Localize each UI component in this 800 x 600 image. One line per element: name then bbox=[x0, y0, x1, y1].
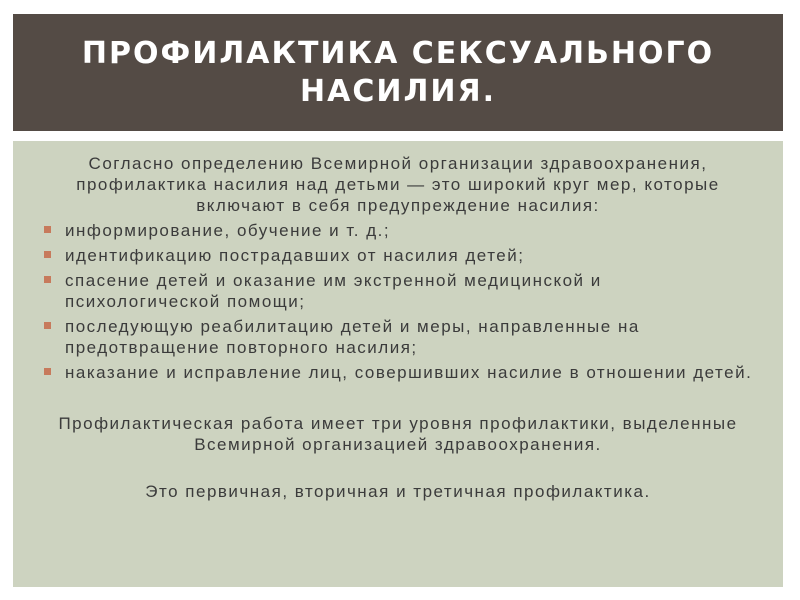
bullet-list bbox=[41, 220, 755, 383]
square-bullet-icon bbox=[44, 251, 51, 258]
content-area bbox=[13, 141, 783, 587]
bullet-item bbox=[41, 270, 755, 312]
square-bullet-icon bbox=[44, 322, 51, 329]
bullet-item bbox=[41, 220, 755, 241]
bullet-item bbox=[41, 245, 755, 266]
square-bullet-icon bbox=[44, 226, 51, 233]
bullet-text: идентификацию пострадавших от насилия детей; bbox=[65, 246, 525, 265]
bullet-text: последующую реабилитацию детей и меры, направленные на предотвращение повторного насилия; bbox=[65, 317, 640, 357]
bullet-text: информирование, обучение и т. д.; bbox=[65, 221, 391, 240]
bullet-text: спасение детей и оказание им экстренной медицинской и психологической помощи; bbox=[65, 271, 602, 311]
bullet-item bbox=[41, 316, 755, 358]
intro-paragraph: Согласно определению Всемирной организации здравоохранения, профилактика насилия над детьми — это широкий круг мер, которые включают в себя предупреждение насилия: bbox=[76, 154, 720, 215]
bullet-text: наказание и исправление лиц, совершивших насилие в отношении детей. bbox=[65, 363, 753, 382]
square-bullet-icon bbox=[44, 368, 51, 375]
types-paragraph: Это первичная, вторичная и третичная профилактика. bbox=[145, 482, 651, 501]
slide-title: ПРОФИЛАКТИКА СЕКСУАЛЬНОГО НАСИЛИЯ. bbox=[81, 35, 715, 109]
title-band bbox=[13, 14, 783, 131]
bullet-item bbox=[41, 362, 755, 383]
square-bullet-icon bbox=[44, 276, 51, 283]
levels-paragraph: Профилактическая работа имеет три уровня профилактики, выделенные Всемирной организацией здравоохранения. bbox=[58, 414, 738, 454]
